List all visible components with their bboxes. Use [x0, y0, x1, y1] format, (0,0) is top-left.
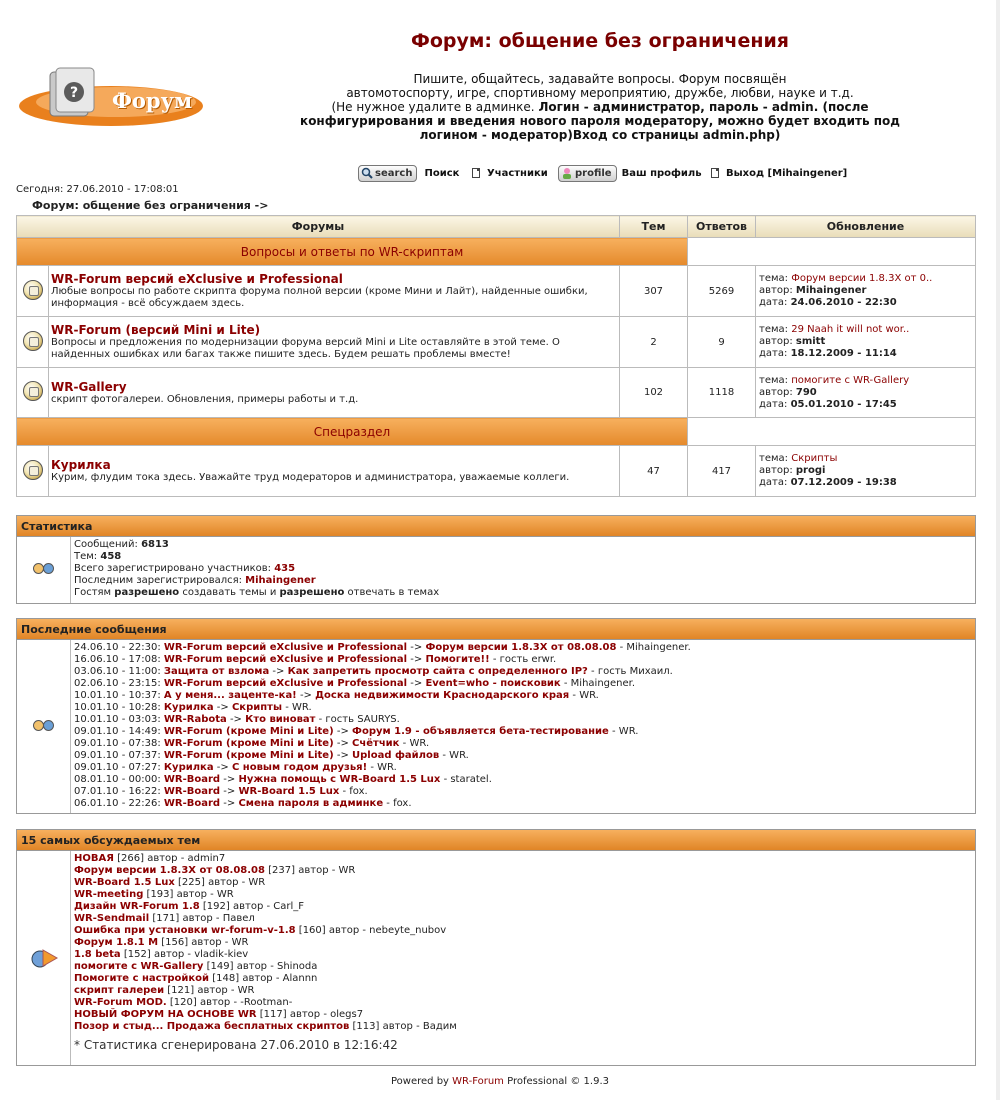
top-topic-author: автор - Вадим — [382, 1021, 457, 1032]
magnifier-icon — [361, 167, 373, 179]
search-button[interactable] — [358, 165, 417, 182]
profile-button-label: profile — [575, 167, 612, 179]
users-icon — [17, 537, 71, 603]
category-row — [17, 418, 976, 446]
stat-text: разрешено — [114, 587, 180, 598]
desc-line: автомотоспорту, игре, спортивному мероприятию, дружбе, любви, науке и т.д. — [346, 86, 854, 100]
recent-topic-link[interactable]: Кто виноват — [245, 714, 316, 725]
forum-title-link[interactable]: WR-Forum (версий Mini и Lite) — [51, 323, 261, 337]
top-topics-body — [17, 850, 975, 1065]
stat-text: отвечать в темах — [347, 587, 440, 598]
top-topic-item — [74, 997, 972, 1009]
recent-date: 10.01.10 - 03:03: — [74, 714, 161, 725]
recent-date: 16.06.10 - 17:08: — [74, 654, 161, 665]
top-topic-count: [160] — [298, 925, 326, 936]
recent-item — [74, 738, 972, 750]
recent-sep: -> — [229, 714, 242, 725]
recent-item — [74, 726, 972, 738]
today-date: Сегодня: 27.06.2010 - 17:08:01 — [16, 184, 179, 195]
top-topic-author: автор - admin7 — [147, 853, 226, 864]
recent-author: - Mihaingener. — [563, 678, 636, 689]
recent-sep: -> — [410, 678, 423, 689]
generated-note: * Статистика сгенерирована 27.06.2010 в 12:16:42 — [74, 1038, 398, 1052]
desc-line: конфигурирования и введения нового пароля модератору, можно будет входить под — [300, 114, 900, 128]
header-topics: Тем — [620, 216, 688, 238]
top-topic-link[interactable]: WR-Board 1.5 Lux — [74, 877, 175, 888]
top-topic-item — [74, 1021, 972, 1033]
desc-line: логином - модератор)Вход со страницы admin.php) — [419, 128, 781, 142]
recent-forum-link[interactable]: WR-Rabota — [163, 714, 227, 725]
label: дата: — [759, 477, 788, 488]
recent-date: 09.01.10 - 07:38: — [74, 738, 161, 749]
top-topic-link[interactable]: WR-Sendmail — [74, 913, 150, 924]
last-topic-link[interactable]: 29 Naah it will not wor.. — [791, 324, 910, 335]
top-topic-count: [149] — [206, 961, 234, 972]
forum-title-link[interactable]: Курилка — [51, 458, 111, 472]
recent-author: - WR. — [285, 702, 312, 713]
top-topic-link[interactable]: скрипт галереи — [74, 985, 165, 996]
recent-date: 09.01.10 - 07:27: — [74, 762, 161, 773]
top-topics-list — [74, 853, 972, 1033]
recent-item — [74, 798, 972, 810]
footer-link[interactable]: WR-Forum — [452, 1076, 504, 1087]
top-topic-count: [117] — [259, 1009, 287, 1020]
top-topic-item — [74, 913, 972, 925]
forum-logo — [16, 66, 210, 128]
top-topic-link[interactable]: НОВАЯ — [74, 853, 114, 864]
top-topic-item — [74, 853, 972, 865]
stat-label: Последним зарегистрировался: — [74, 575, 242, 586]
top-topic-link[interactable]: помогите с WR-Gallery — [74, 961, 204, 972]
recent-date: 03.06.10 - 11:00: — [74, 666, 161, 677]
recent-topic-link[interactable]: Счётчик — [352, 738, 400, 749]
forum-row — [17, 368, 976, 418]
recent-topic-link[interactable]: Upload файлов — [352, 750, 440, 761]
top-topic-item — [74, 1009, 972, 1021]
top-topic-count: [156] — [161, 937, 189, 948]
label: дата: — [759, 297, 788, 308]
recent-topic-link[interactable]: Доска недвижимости Краснодарского края — [315, 690, 570, 701]
last-author: smitt — [795, 336, 826, 347]
recent-item — [74, 774, 972, 786]
folder-icon — [23, 280, 43, 300]
top-topic-author: автор - vladik-kiev — [153, 949, 249, 960]
top-topic-link[interactable]: WR-meeting — [74, 889, 144, 900]
top-topic-count: [120] — [169, 997, 197, 1008]
recent-author: - гость erwr. — [492, 654, 557, 665]
top-topic-count: [192] — [202, 901, 230, 912]
forum-replies: 5269 — [688, 266, 756, 317]
recent-author: - WR. — [402, 738, 430, 749]
category-row — [17, 238, 976, 266]
search-label[interactable]: Поиск — [424, 167, 460, 179]
recent-sep: -> — [223, 774, 236, 785]
top-topic-link[interactable]: Ошибка при установки wr-forum-v-1.8 — [74, 925, 296, 936]
top-topic-author: автор - WR — [208, 877, 266, 888]
members-link[interactable] — [472, 166, 548, 180]
forum-last-update — [756, 266, 976, 317]
forum-title-link[interactable]: WR-Forum версий eXclusive и Professional — [51, 272, 343, 286]
members-label[interactable]: Участники — [487, 167, 548, 179]
recent-topic-link[interactable]: Нужна помощь с WR-Board 1.5 Lux — [238, 774, 441, 785]
logout-label[interactable]: Выход [Mihaingener] — [726, 167, 848, 179]
recent-topic-link[interactable]: С новым годом друзья! — [231, 762, 368, 773]
top-topic-count: [148] — [212, 973, 240, 984]
label: дата: — [759, 398, 788, 410]
category-blank — [688, 238, 976, 266]
top-topics-content — [71, 851, 975, 1065]
top-topic-count: [225] — [178, 877, 205, 888]
top-topic-item — [74, 961, 972, 973]
label: тема: — [759, 273, 789, 284]
top-topic-link[interactable]: 1.8 beta — [74, 949, 121, 960]
header-forums: Форумы — [17, 216, 620, 238]
recent-item — [74, 702, 972, 714]
recent-topic-link[interactable]: Форум 1.9 - объявляется бета-тестирование — [352, 726, 609, 737]
category-name[interactable]: Спецраздел — [17, 418, 688, 446]
recent-date: 10.01.10 - 10:37: — [74, 690, 161, 701]
top-topic-author: автор - Shinoda — [236, 961, 318, 972]
profile-link[interactable] — [558, 163, 702, 183]
last-date: 24.06.2010 - 22:30 — [790, 297, 897, 308]
top-topic-author: автор - WR — [197, 985, 255, 996]
folder-icon — [23, 331, 43, 351]
top-topic-author: автор - olegs7 — [289, 1009, 364, 1020]
recent-author: - WR. — [442, 750, 469, 761]
recent-list — [71, 640, 975, 813]
recent-sep: -> — [223, 798, 236, 809]
logout-link[interactable] — [711, 166, 847, 180]
forum-row — [17, 446, 976, 497]
recent-sep: -> — [272, 666, 285, 677]
forum-info — [49, 368, 620, 418]
last-registered-link[interactable]: Mihaingener — [245, 575, 316, 586]
recent-forum-link[interactable]: WR-Forum версий eXclusive и Professional — [163, 642, 408, 653]
recent-author: - WR. — [612, 726, 639, 737]
recent-forum-link[interactable]: Курилка — [163, 762, 214, 773]
recent-author: - гость Михаил. — [591, 666, 673, 677]
top-topic-count: [121] — [167, 985, 195, 996]
recent-item — [74, 690, 972, 702]
stat-value: 6813 — [141, 539, 169, 550]
recent-author: - гость SAURYS. — [318, 714, 400, 725]
last-author: Mihaingener — [795, 285, 867, 296]
last-author: progi — [795, 465, 826, 476]
forum-last-update — [756, 317, 976, 368]
top-topic-author: автор - Павел — [182, 913, 255, 924]
stat-text: разрешено — [279, 587, 345, 598]
label: автор: — [759, 336, 793, 347]
recent-topic-link[interactable]: Форум версии 1.8.3X от 08.08.08 — [425, 642, 617, 653]
top-topic-count: [171] — [152, 913, 180, 924]
top-topic-link[interactable]: WR-Forum MOD. — [74, 997, 167, 1008]
top-topic-author: автор - WR — [176, 889, 234, 900]
recent-topic-link[interactable]: Смена пароля в админке — [238, 798, 384, 809]
breadcrumb[interactable]: Форум: общение без ограничения -> — [32, 199, 269, 212]
folder-icon — [23, 381, 43, 401]
recent-sep: -> — [336, 726, 349, 737]
document-icon — [472, 168, 480, 178]
stat-text: создавать темы и — [182, 587, 277, 598]
recent-author: - WR. — [370, 762, 397, 773]
forum-status-icon — [17, 317, 49, 368]
top-topic-link[interactable]: Форум версии 1.8.3X от 08.08.08 — [74, 865, 265, 876]
top-topic-author: автор - -Rootman- — [199, 997, 293, 1008]
stat-label: Сообщений: — [74, 539, 138, 550]
top-topic-link[interactable]: Форум 1.8.1 M — [74, 937, 159, 948]
recent-forum-link[interactable]: WR-Forum версий eXclusive и Professional — [163, 654, 408, 665]
top-topic-count: [266] — [117, 853, 145, 864]
recent-sep: -> — [336, 750, 349, 761]
recent-item — [74, 750, 972, 762]
recent-author: - staratel. — [443, 774, 492, 785]
recent-forum-link[interactable]: WR-Board — [163, 786, 221, 797]
category-name[interactable]: Вопросы и ответы по WR-скриптам — [17, 238, 688, 266]
recent-sep: -> — [216, 762, 229, 773]
forum-replies: 9 — [688, 317, 756, 368]
top-topic-link[interactable]: Позор и стыд... Продажа бесплатных скриптов — [74, 1021, 350, 1032]
top-topic-link[interactable]: НОВЫЙ ФОРУМ НА ОСНОВЕ WR — [74, 1009, 257, 1020]
last-date: 18.12.2009 - 11:14 — [790, 348, 897, 359]
last-date: 07.12.2009 - 19:38 — [790, 477, 897, 488]
recent-item — [74, 642, 972, 654]
recent-forum-link[interactable]: Курилка — [163, 702, 214, 713]
recent-forum-link[interactable]: WR-Forum (кроме Mini и Lite) — [163, 738, 334, 749]
desc-line: Пишите, общайтесь, задавайте вопросы. Форум посвящён — [413, 72, 787, 86]
top-topic-link[interactable]: Дизайн WR-Forum 1.8 — [74, 901, 200, 912]
top-topic-author: автор - WR — [191, 937, 249, 948]
forum-description — [300, 72, 900, 142]
top-topic-count: [113] — [352, 1021, 380, 1032]
last-topic-link[interactable]: Форум версии 1.8.3X от 0.. — [791, 273, 933, 284]
top-topic-item — [74, 973, 972, 985]
recent-topic-link[interactable]: Event=who - поисковик — [425, 678, 561, 689]
folder-icon — [23, 460, 43, 480]
forum-topics: 2 — [620, 317, 688, 368]
search-button-label: search — [375, 167, 413, 179]
top-topic-count: [152] — [123, 949, 151, 960]
stat-label: Всего зарегистрировано участников: — [74, 563, 271, 574]
recent-panel — [16, 618, 976, 814]
last-date: 05.01.2010 - 17:45 — [790, 398, 897, 410]
forum-status-icon — [17, 368, 49, 418]
recent-date: 10.01.10 - 10:28: — [74, 702, 161, 713]
stats-title: Статистика — [17, 516, 975, 536]
forum-info — [49, 317, 620, 368]
recent-forum-link[interactable]: WR-Forum (кроме Mini и Lite) — [163, 750, 334, 761]
forum-title-link[interactable]: WR-Gallery — [51, 379, 127, 394]
desc-line: Логин - администратор, пароль - admin. (после — [538, 100, 869, 114]
logo-text: Форум — [112, 88, 193, 113]
top-topic-item — [74, 865, 972, 877]
svg-text:?: ? — [70, 85, 79, 101]
top-topic-author: автор - nebeyte_nubov — [328, 925, 447, 936]
recent-item — [74, 714, 972, 726]
recent-sep: -> — [223, 786, 236, 797]
recent-sep: -> — [216, 702, 229, 713]
recent-sep: -> — [336, 738, 349, 749]
forum-replies: 1118 — [688, 368, 756, 418]
forum-row — [17, 317, 976, 368]
last-topic-link[interactable]: Скрипты — [791, 453, 838, 464]
forum-desc: скрипт фотогалереи. Обновления, примеры работы и т.д. — [51, 393, 359, 405]
label: тема: — [759, 374, 789, 386]
recent-forum-link[interactable]: WR-Board — [163, 798, 221, 809]
recent-item — [74, 666, 972, 678]
label: автор: — [759, 386, 793, 398]
recent-topic-link[interactable]: WR-Board 1.5 Lux — [238, 786, 340, 797]
stats-content — [71, 537, 975, 603]
footer — [0, 1076, 1000, 1087]
top-topic-link[interactable]: Помогите с настройкой — [74, 973, 210, 984]
recent-item — [74, 678, 972, 690]
recent-forum-link[interactable]: WR-Forum (кроме Mini и Lite) — [163, 726, 334, 737]
forum-table — [16, 215, 976, 497]
recent-date: 02.06.10 - 23:15: — [74, 678, 161, 689]
recent-topic-link[interactable]: Помогите!! — [425, 654, 490, 665]
forum-title: Форум: общение без ограничения — [411, 30, 789, 52]
label: тема: — [759, 324, 789, 335]
search-link[interactable] — [358, 163, 459, 183]
label: тема: — [759, 453, 789, 464]
forum-desc: Любые вопросы по работе скрипта форума полной версии (кроме Мини и Лайт), найденные ошибки, информация - всё обсуждаем здесь. — [51, 286, 588, 309]
last-author: 790 — [795, 386, 817, 398]
recent-topic-link[interactable]: Скрипты — [231, 702, 283, 713]
footer-text: Professional © 1.9.3 — [507, 1076, 609, 1087]
label: автор: — [759, 285, 793, 296]
stat-text: Гостям — [74, 587, 112, 598]
recent-date: 07.01.10 - 16:22: — [74, 786, 161, 797]
forum-last-update — [756, 368, 976, 418]
profile-button[interactable] — [558, 165, 617, 182]
recent-title: Последние сообщения — [17, 619, 975, 639]
recent-item — [74, 786, 972, 798]
recent-date: 09.01.10 - 14:49: — [74, 726, 161, 737]
stat-label: Тем: — [74, 551, 98, 562]
top-topic-item — [74, 877, 972, 889]
top-topic-author: автор - Carl_F — [232, 901, 305, 912]
forum-info — [49, 266, 620, 317]
recent-forum-link[interactable]: Защита от взлома — [163, 666, 270, 677]
forum-topics: 47 — [620, 446, 688, 497]
top-topics-title: 15 самых обсуждаемых тем — [17, 830, 975, 850]
forum-row — [17, 266, 976, 317]
top-topic-item — [74, 949, 972, 961]
recent-date: 09.01.10 - 07:37: — [74, 750, 161, 761]
recent-author: - WR. — [572, 690, 599, 701]
table-header — [17, 216, 976, 238]
top-topic-count: [193] — [146, 889, 174, 900]
recent-author: - fox. — [386, 798, 412, 809]
header-updated: Обновление — [756, 216, 976, 238]
desc-line: (Не нужное удалите в админке. — [331, 100, 535, 114]
hot-topics-icon — [17, 851, 71, 1065]
recent-topic-link[interactable]: Как запретить просмотр сайта с определенного IP? — [287, 666, 588, 677]
recent-author: - Mihaingener. — [619, 642, 691, 653]
top-topic-count: [237] — [268, 865, 296, 876]
recent-item — [74, 654, 972, 666]
top-topic-item — [74, 937, 972, 949]
forum-last-update — [756, 446, 976, 497]
category-blank — [688, 418, 976, 446]
recent-forum-link[interactable]: А у меня... заценте-ка! — [163, 690, 297, 701]
profile-label[interactable]: Ваш профиль — [621, 167, 702, 179]
forum-topics: 102 — [620, 368, 688, 418]
label: автор: — [759, 465, 793, 476]
recent-author: - fox. — [342, 786, 368, 797]
top-topic-item — [74, 901, 972, 913]
forum-desc: Курим, флудим тока здесь. Уважайте труд модераторов и администратора, уважаемые коллеги. — [51, 472, 570, 483]
scrollbar[interactable] — [996, 0, 1000, 1100]
document-icon — [711, 168, 719, 178]
recent-sep: -> — [299, 690, 312, 701]
top-menu — [0, 163, 1000, 183]
users-icon — [17, 640, 71, 813]
top-topics-panel — [16, 829, 976, 1066]
recent-date: 24.06.10 - 22:30: — [74, 642, 161, 653]
recent-sep: -> — [410, 654, 423, 665]
recent-body — [17, 639, 975, 813]
recent-item — [74, 762, 972, 774]
recent-sep: -> — [410, 642, 423, 653]
stat-value: 435 — [274, 563, 296, 574]
forum-topics: 307 — [620, 266, 688, 317]
forum-status-icon — [17, 446, 49, 497]
recent-forum-link[interactable]: WR-Board — [163, 774, 221, 785]
stats-body — [17, 536, 975, 603]
recent-date: 06.01.10 - 22:26: — [74, 798, 161, 809]
forum-desc: Вопросы и предложения по модернизации форума версий Mini и Lite оставляйте в этой теме. О найденных ошибках или багах также пишите здесь. Будем решать проблемы вместе! — [51, 337, 560, 360]
forum-info — [49, 446, 620, 497]
top-topic-item — [74, 925, 972, 937]
stats-panel — [16, 515, 976, 604]
forum-replies: 417 — [688, 446, 756, 497]
stat-value: 458 — [100, 551, 122, 562]
user-icon — [561, 167, 573, 179]
label: дата: — [759, 348, 788, 359]
top-topic-item — [74, 889, 972, 901]
last-topic-link[interactable]: помогите с WR-Gallery — [791, 374, 910, 386]
recent-forum-link[interactable]: WR-Forum версий eXclusive и Professional — [163, 678, 408, 689]
top-topic-author: автор - WR — [298, 865, 356, 876]
top-topic-author: автор - Alannn — [242, 973, 318, 984]
forum-status-icon — [17, 266, 49, 317]
recent-date: 08.01.10 - 00:00: — [74, 774, 161, 785]
header-replies: Ответов — [688, 216, 756, 238]
top-topic-item — [74, 985, 972, 997]
footer-text: Powered by — [391, 1076, 449, 1087]
